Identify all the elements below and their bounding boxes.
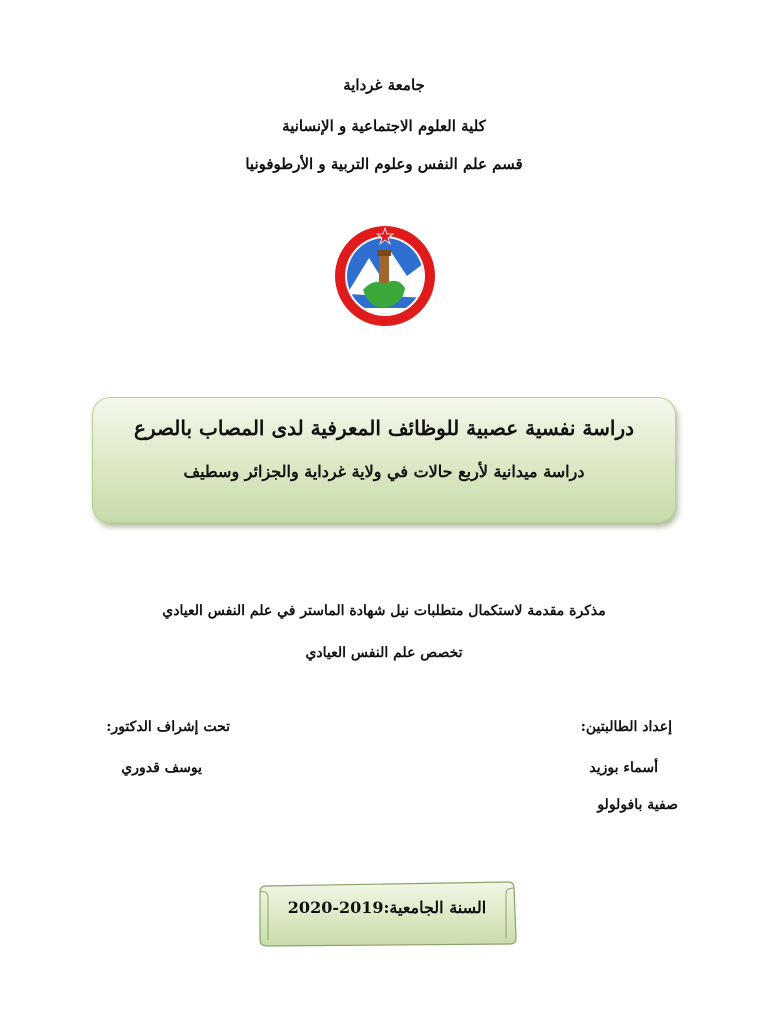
university-seal-icon (333, 224, 437, 328)
student-name: أسماء بوزيد (589, 760, 658, 776)
specialty: تخصص علم النفس العيادي (305, 645, 463, 661)
faculty-name: كلية العلوم الاجتماعية و الإنسانية (282, 117, 486, 135)
thesis-subtitle: دراسة ميدانية لأربع حالات في ولاية غرداية والجزائر وسطيف (183, 462, 585, 481)
supervisor-name: يوسف قدوري (121, 760, 202, 776)
thesis-title: دراسة نفسية عصبية للوظائف المعرفية لدى المصاب بالصرع (133, 416, 635, 440)
students-label: إعداد الطالبتين: (580, 719, 672, 735)
department-name: قسم علم النفس وعلوم التربية و الأرطوفونيا (245, 155, 523, 173)
supervisor-label: تحت إشراف الدكتور: (106, 719, 230, 735)
student-name: صفية بافولولو (597, 797, 678, 813)
title-panel (92, 397, 676, 523)
university-name: جامعة غرداية (343, 76, 425, 94)
academic-year: السنة الجامعية:2019-2020 (287, 898, 487, 917)
memo-purpose: مذكرة مقدمة لاستكمال متطلبات نيل شهادة الماستر في علم النفس العيادي (162, 603, 606, 619)
